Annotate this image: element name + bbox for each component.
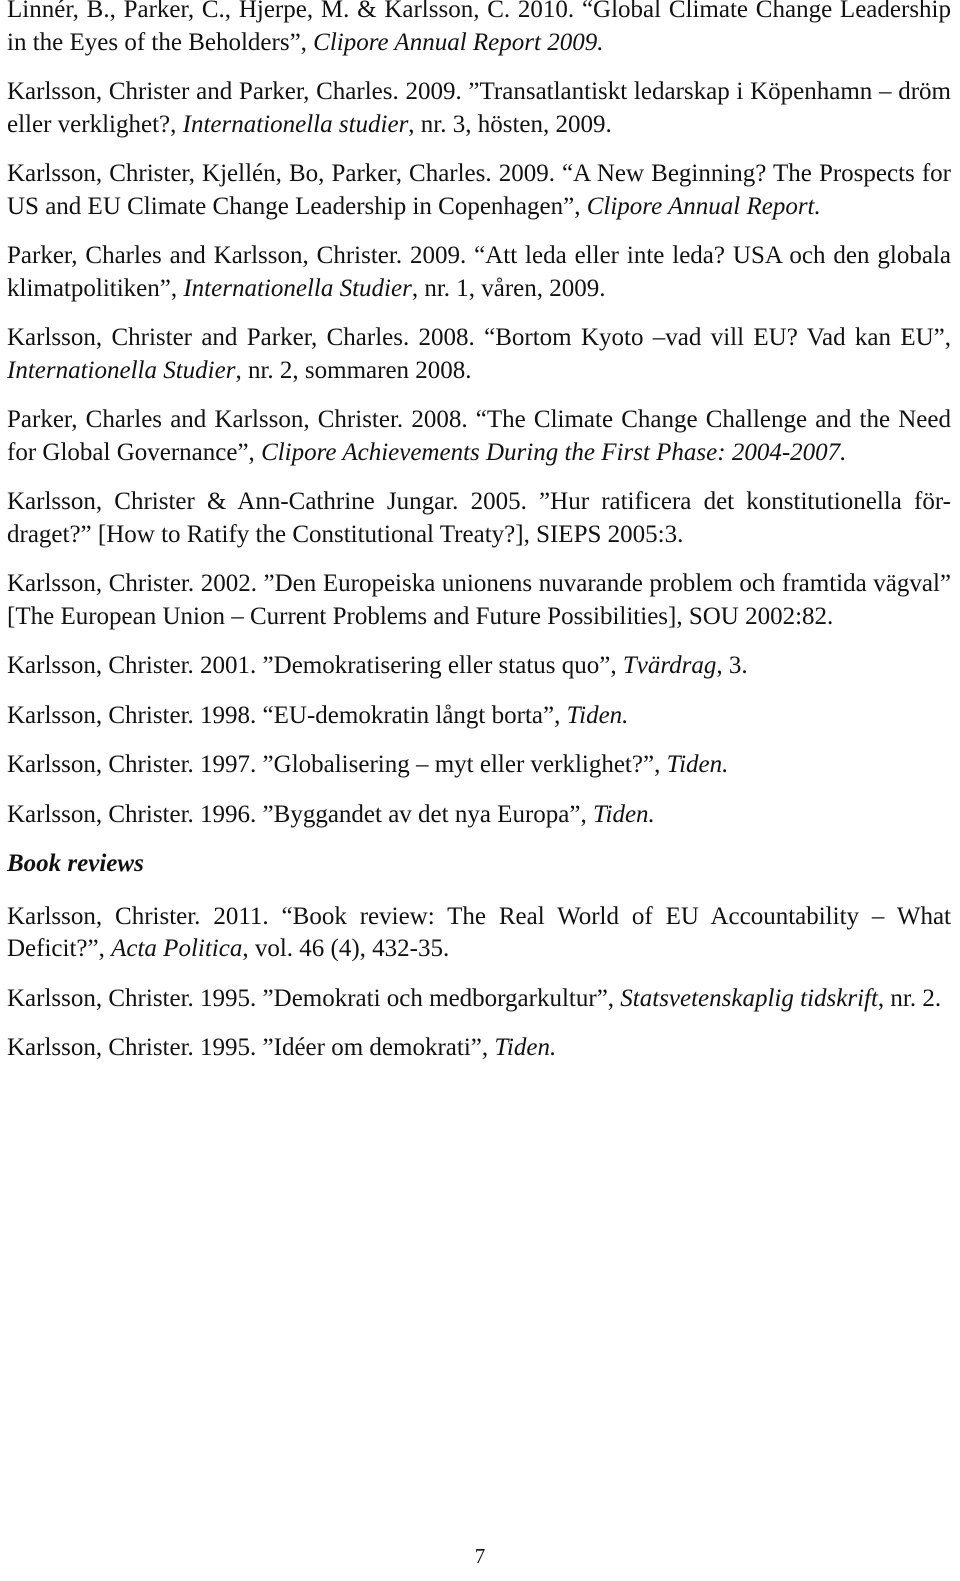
- reference-text: Parker, Charles and Karlsson, Christer. 2009. “Att leda eller inte leda? USA och den globala klimatpolitiken”,: [7, 242, 951, 302]
- reference-entry: [7, 901, 951, 966]
- reference-entry: [7, 799, 951, 832]
- reference-entry: [7, 486, 951, 551]
- reference-entry: [7, 158, 951, 223]
- reference-italic-title: Tvärdrag: [622, 652, 717, 679]
- reference-text: , nr. 1, våren, 2009.: [411, 274, 606, 302]
- reference-text: Karlsson, Christer. 1998. “EU-demokratin långt borta”,: [7, 701, 567, 729]
- reference-italic-title: Internationella Studier: [7, 356, 236, 384]
- reference-text: , nr. 2, sommaren 2008.: [235, 356, 472, 384]
- reference-text: Karlsson, Christer, Kjellén, Bo, Parker, Charles. 2009. “A New Beginning? The Prospects for US and EU Climate Change Leadership in Copenhagen”,: [7, 160, 951, 220]
- reference-text: Karlsson, Christer. 2002. ”Den Europeiska unionens nuvarande problem och framtida vägval” [The European Union – Current Problems and Future Possibilities], SOU 2002:82.: [7, 570, 951, 630]
- reference-italic-title: Internationella Studier: [183, 274, 412, 302]
- reference-text: Karlsson, Christer. 2001. ”Demokratisering eller status quo”,: [7, 652, 623, 679]
- reference-list-book-reviews: [7, 901, 951, 1065]
- reference-italic-title: Clipore Annual Report 2009.: [313, 28, 604, 56]
- reference-italic-title: Clipore Annual Report.: [586, 192, 821, 220]
- reference-italic-title: Tiden.: [566, 701, 629, 729]
- reference-italic-title: Clipore Achievements During the First Phase: 2004-2007.: [261, 438, 847, 466]
- reference-text: Karlsson, Christer. 2011. “Book review: The Real World of EU Accountability – What Deficit?”,: [7, 902, 951, 962]
- reference-entry: [7, 322, 951, 387]
- reference-entry: [7, 1032, 951, 1065]
- document-page: [7, 0, 951, 1082]
- reference-text: Parker, Charles and Karlsson, Christer. 2008. “The Climate Change Challenge and the Need for Global Governance”,: [7, 406, 951, 466]
- reference-text: , vol. 46 (4), 432-35.: [242, 935, 450, 962]
- reference-text: , 3.: [716, 652, 748, 679]
- reference-italic-title: Tiden.: [592, 800, 655, 828]
- reference-text: Karlsson, Christer. 1995. ”Demokrati och medborgarkultur”,: [7, 984, 621, 1012]
- reference-italic-title: Internationella studier: [182, 110, 409, 138]
- section-heading-book-reviews: Book reviews: [7, 850, 144, 877]
- reference-text: Karlsson, Christer and Parker, Charles. 2009. ”Transatlantiskt ledarskap i Köpenhamn – dröm eller verklighet?,: [7, 78, 951, 138]
- reference-text: Karlsson, Christer. 1996. ”Byggandet av det nya Europa”,: [7, 800, 593, 828]
- reference-entry: [7, 0, 951, 59]
- reference-entry: [7, 404, 951, 469]
- reference-list-publications: [7, 0, 951, 831]
- reference-italic-title: Acta Politica: [111, 935, 243, 962]
- reference-entry: [7, 700, 951, 733]
- reference-text: Karlsson, Christer and Parker, Charles. 2008. “Bortom Kyoto –vad vill EU? Vad kan EU”,: [7, 324, 951, 351]
- reference-text: , nr. 3, hösten, 2009.: [408, 110, 612, 138]
- reference-entry: [7, 240, 951, 305]
- reference-italic-title: Tiden.: [494, 1034, 557, 1061]
- reference-text: Linnér, B., Parker, C., Hjerpe, M. & Karlsson, C. 2010. “Global Climate Change Leadership in the Eyes of the Beholders”,: [7, 0, 951, 56]
- reference-text: Karlsson, Christer. 1995. ”Idéer om demokrati”,: [7, 1034, 495, 1061]
- reference-italic-title: Statsvetenskaplig tidskrift: [620, 984, 878, 1012]
- reference-entry: [7, 749, 951, 782]
- reference-text: , nr. 2.: [877, 984, 942, 1012]
- reference-entry: [7, 983, 951, 1016]
- page-number: 7: [474, 1544, 486, 1568]
- reference-text: Karlsson, Christer. 1997. ”Globalisering – myt eller verklighet?”,: [7, 751, 667, 778]
- reference-italic-title: Tiden.: [666, 751, 729, 778]
- reference-text: Karlsson, Christer & Ann-Cathrine Jungar. 2005. ”Hur ratificera det konstitutionella för-draget?” [How to Ratify the Constitutional Treaty?], SIEPS 2005:3.: [7, 488, 951, 548]
- reference-entry: [7, 568, 951, 633]
- reference-entry: [7, 650, 951, 683]
- reference-entry: [7, 76, 951, 141]
